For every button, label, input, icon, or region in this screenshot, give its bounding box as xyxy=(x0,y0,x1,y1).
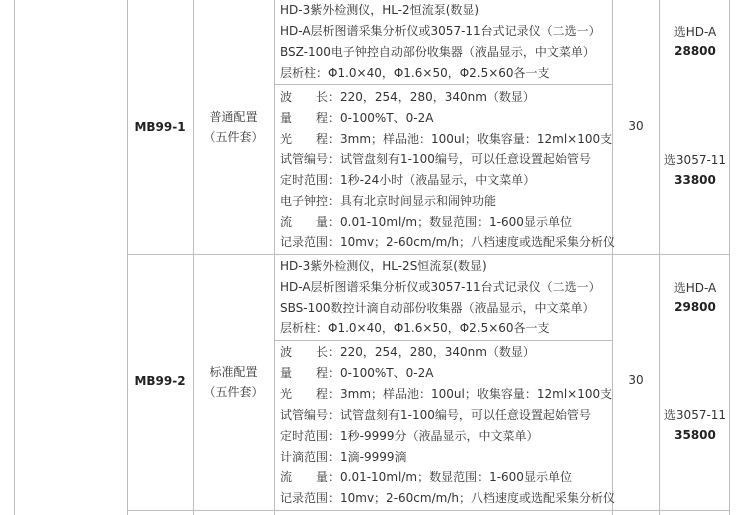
table-border-left xyxy=(14,0,15,515)
spec-line: 电子钟控：具有北京时间显示和闹钟功能 xyxy=(280,194,497,208)
price-value: 28800 xyxy=(674,44,716,58)
price-option-label: 选HD-A xyxy=(673,281,717,295)
spec-line: 量 程：0-100%T、0-2A xyxy=(280,366,434,380)
spec-line: 量 程：0-100%T、0-2A xyxy=(280,111,434,125)
spec-line: 记录范围：10mv；2-60cm/m/h；八档速度或选配采集分析仪 xyxy=(280,235,615,249)
config-name xyxy=(193,362,274,402)
spec-line: 光 程：3mm；样品池：100ul；收集容量：12ml×100支 xyxy=(280,132,613,146)
spec-line: 流 量：0.01-10ml/m；数显范围：1-600显示单位 xyxy=(280,470,572,484)
spec-line: 记录范围：10mv；2-60cm/m/h；八档速度或选配采集分析仪 xyxy=(280,491,615,505)
spec-line: 光 程：3mm；样品池：100ul；收集容量：12ml×100支 xyxy=(280,387,613,401)
config-line: （五件套） xyxy=(203,130,264,144)
spec-line: 波 长：220，254，280，340nm（数显） xyxy=(280,90,535,104)
model-number: MB99-1 xyxy=(134,120,186,134)
table-divider-qty xyxy=(612,0,613,515)
component-line: HD-3紫外检测仪，HL-2恒流泵(数显) xyxy=(280,3,480,17)
row2-inner-split xyxy=(274,340,612,341)
spec-line: 试管编号：试管盘刻有1-100编号，可以任意设置起始管号 xyxy=(280,152,591,166)
component-line: 层析柱：Φ1.0×40，Φ1.6×50，Φ2.5×60各一支 xyxy=(280,321,550,335)
config-line: 普通配置 xyxy=(209,110,258,124)
model-number: MB99-2 xyxy=(134,374,186,388)
table-divider-spec xyxy=(274,0,275,515)
component-line: HD-A层析图谱采集分析仪或3057-11台式记录仪（二选一） xyxy=(280,24,601,38)
price-option-label: 选HD-A xyxy=(673,25,717,39)
table-divider-config xyxy=(193,0,194,515)
price-option-label: 选3057-11 xyxy=(663,408,727,422)
table-divider-model xyxy=(127,0,128,515)
spec-line: 试管编号：试管盘刻有1-100编号，可以任意设置起始管号 xyxy=(280,408,591,422)
price-value: 35800 xyxy=(674,428,716,442)
spec-line: 波 长：220，254，280，340nm（数显） xyxy=(280,345,535,359)
spec-line: 定时范围：1秒-9999分（液晶显示，中文菜单） xyxy=(280,429,539,443)
component-line: SBS-100数控计滴自动部份收集器（液晶显示，中文菜单） xyxy=(280,301,595,315)
component-line: HD-A层析图谱采集分析仪或3057-11台式记录仪（二选一） xyxy=(280,280,601,294)
config-name xyxy=(193,107,274,147)
component-line: 层析柱：Φ1.0×40，Φ1.6×50，Φ2.5×60各一支 xyxy=(280,66,550,80)
row1-inner-split xyxy=(274,84,612,85)
spec-line: 定时范围：1秒-24小时（液晶显示，中文菜单） xyxy=(280,173,536,187)
quantity: 30 xyxy=(628,373,644,387)
row-separator-bottom xyxy=(127,510,729,511)
price-value: 33800 xyxy=(674,173,716,187)
spec-line: 流 量：0.01-10ml/m；数显范围：1-600显示单位 xyxy=(280,215,572,229)
component-line: HD-3紫外检测仪，HL-2S恒流泵(数显) xyxy=(280,259,487,273)
spec-line: 计滴范围：1滴-9999滴 xyxy=(280,450,407,464)
price-value: 29800 xyxy=(674,300,716,314)
quantity: 30 xyxy=(628,119,644,133)
row-separator xyxy=(127,254,729,255)
config-line: 标准配置 xyxy=(209,365,258,379)
component-line: BSZ-100电子钟控自动部份收集器（液晶显示，中文菜单） xyxy=(280,45,595,59)
price-option-label: 选3057-11 xyxy=(663,153,727,167)
config-line: （五件套） xyxy=(203,385,264,399)
